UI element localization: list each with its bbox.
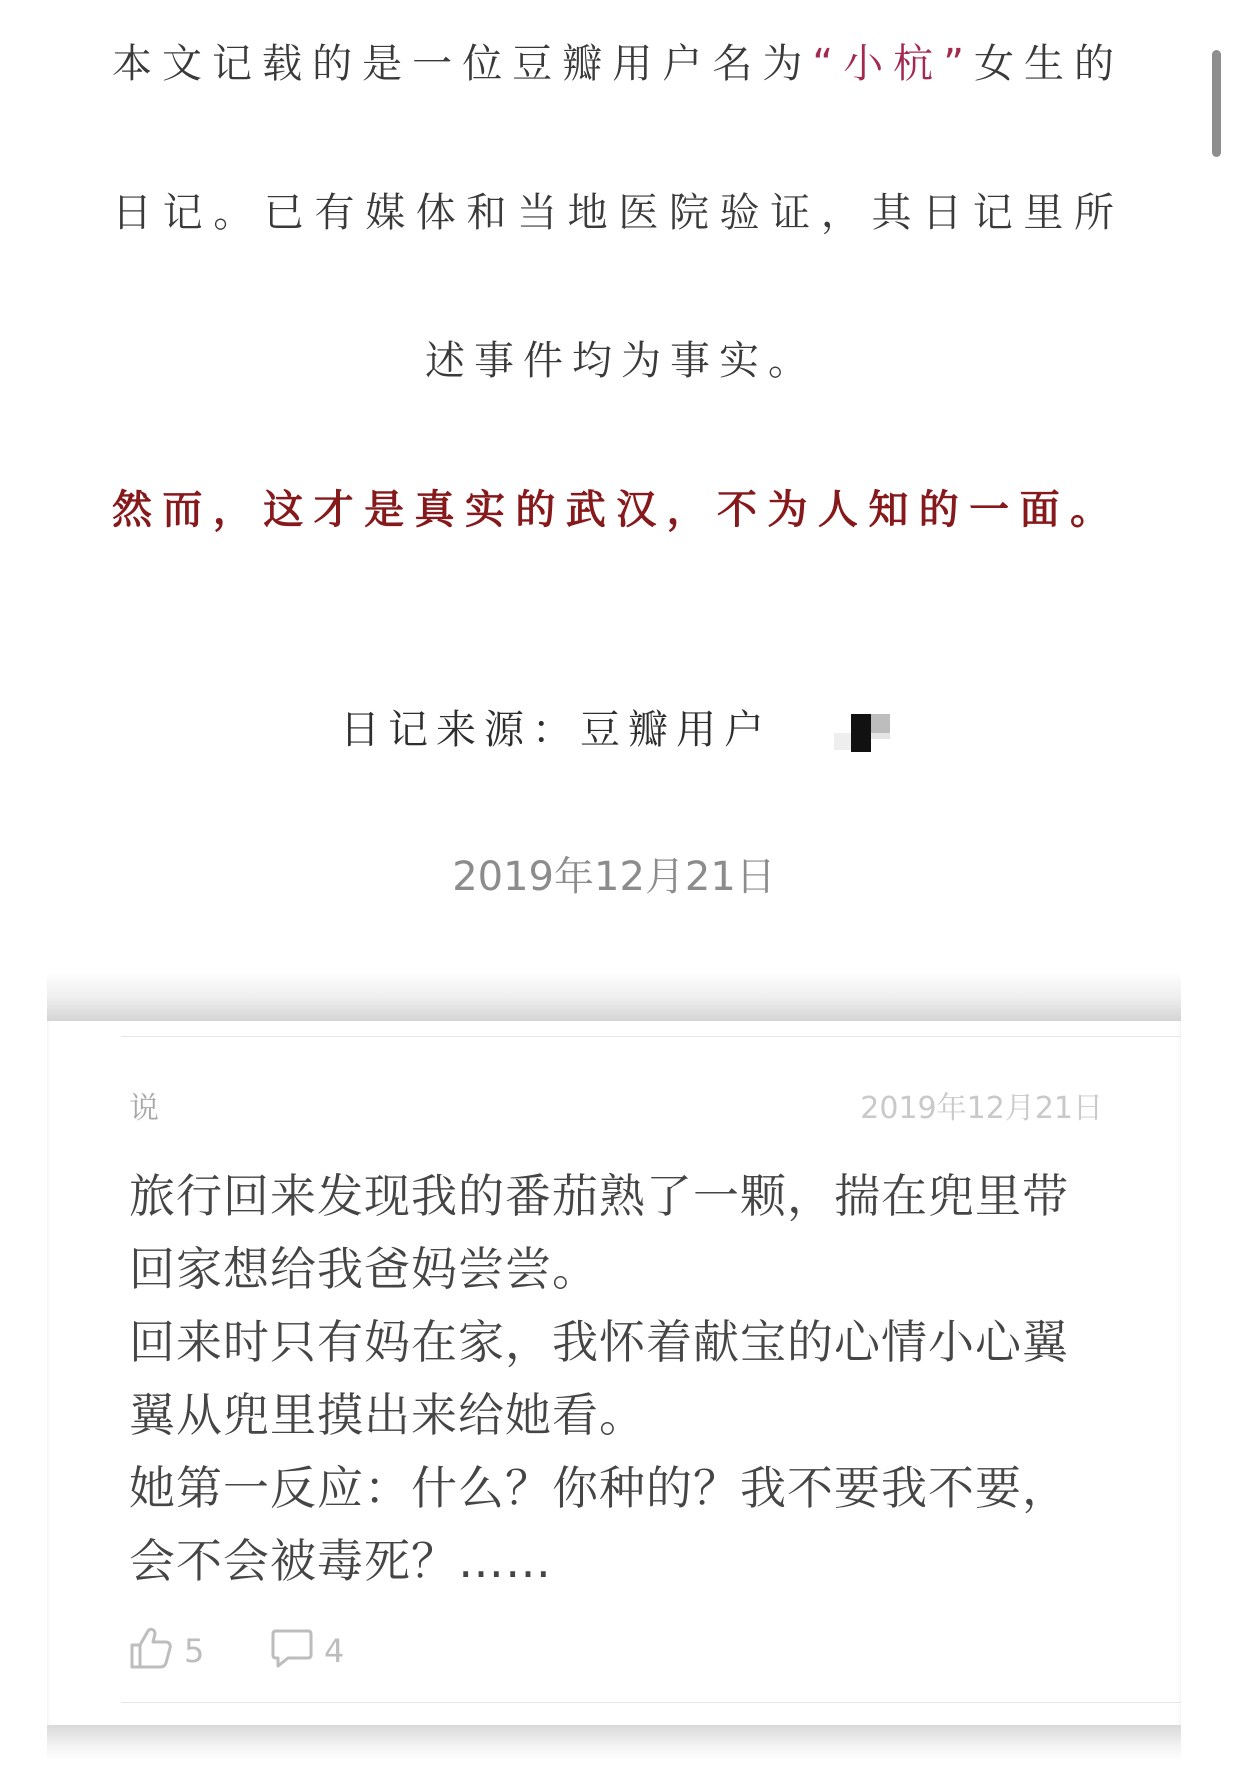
intro-line-3: 述事件均为事实。 [425,338,817,384]
intro-line-1 [112,36,1114,92]
comment-author[interactable]: 说 [129,1091,159,1126]
user-name-highlight: “小杭” [812,41,964,87]
comment-body-line: 回家想给我爸妈尝尝。 [129,1242,599,1296]
intro-text: 女生的 [963,41,1115,87]
thumbs-up-icon [128,1625,174,1671]
highlight-statement: 然而，这才是真实的武汉，不为人知的一面。 [112,487,1110,533]
intro-line-2: 日记。已有媒体和当地医院验证，其日记里所 [112,190,1114,236]
card-shadow-bottom [47,1725,1181,1761]
diary-date: 2019年12月21日 [452,854,776,900]
like-count: 5 [184,1632,205,1670]
reply-button[interactable] [270,1626,344,1670]
speech-bubble-icon [270,1625,314,1671]
comment-body-line: 旅行回来发现我的番茄熟了一颗，揣在兜里带 [129,1169,1069,1223]
like-button[interactable] [128,1626,204,1670]
comment-body-line: 回来时只有妈在家，我怀着献宝的心情小心翼 [129,1315,1069,1369]
comment-body-line: 会不会被毒死？…… [129,1534,552,1588]
comment-body-line: 她第一反应：什么？你种的？我不要我不要， [129,1461,1069,1515]
scrollbar-thumb[interactable] [1212,50,1221,157]
comment-body [129,1160,1129,1598]
divider [121,1702,1181,1703]
card-shadow-top [47,972,1181,1021]
diary-source-label: 日记来源：豆瓣用户 [340,707,772,753]
divider [121,1036,1181,1037]
intro-text: 本文记载的是一位豆瓣用户名为 [112,41,813,87]
comment-date: 2019年12月21日 [860,1091,1103,1126]
comment-body-line: 翼从兜里摸出来给她看。 [129,1388,646,1442]
reply-count: 4 [324,1632,345,1670]
